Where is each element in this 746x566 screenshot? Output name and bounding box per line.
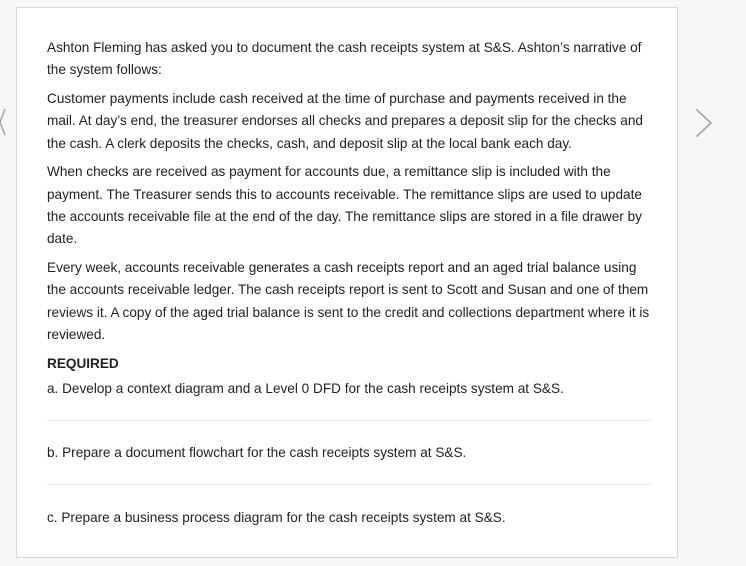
divider — [47, 420, 651, 421]
task-c: c. Prepare a business process diagram for the cash receipts system at S&S. — [47, 510, 506, 525]
next-button[interactable] — [694, 107, 716, 139]
problem-statement — [47, 37, 651, 382]
previous-button[interactable] — [0, 108, 6, 136]
task-a: a. Develop a context diagram and a Level 0 DFD for the cash receipts system at S&S. — [47, 381, 564, 396]
intro-paragraph: Ashton Fleming has asked you to document the cash receipts system at S&S. Ashton’s narrative of the system follows: — [47, 40, 642, 78]
task-b: b. Prepare a document flowchart for the cash receipts system at S&S. — [47, 445, 467, 460]
chevron-right-icon — [694, 107, 716, 139]
chevron-left-icon — [0, 108, 6, 136]
required-heading: REQUIRED — [47, 355, 119, 371]
narrative-paragraph-1: Customer payments include cash received at the time of purchase and payments received in the mail. At day’s end, the treasurer endorses all checks and prepares a deposit slip for the checks and the cash. A clerk deposits the checks, cash, and deposit slip at the local bank each day. — [47, 91, 643, 151]
narrative-paragraph-2: When checks are received as payment for accounts due, a remittance slip is included with the payment. The Treasurer sends this to accounts receivable. The remittance slips are used to update the accounts receivable file at the end of the day. The remittance slips are stored in a file drawer by date. — [47, 164, 642, 247]
problem-card — [16, 7, 678, 558]
narrative-paragraph-3: Every week, accounts receivable generates a cash receipts report and an aged trial balance using the accounts receivable ledger. The cash receipts report is sent to Scott and Susan and one of them reviews it. A copy of the aged trial balance is sent to the credit and collections department where it is reviewed. — [47, 260, 650, 343]
divider — [47, 484, 651, 485]
